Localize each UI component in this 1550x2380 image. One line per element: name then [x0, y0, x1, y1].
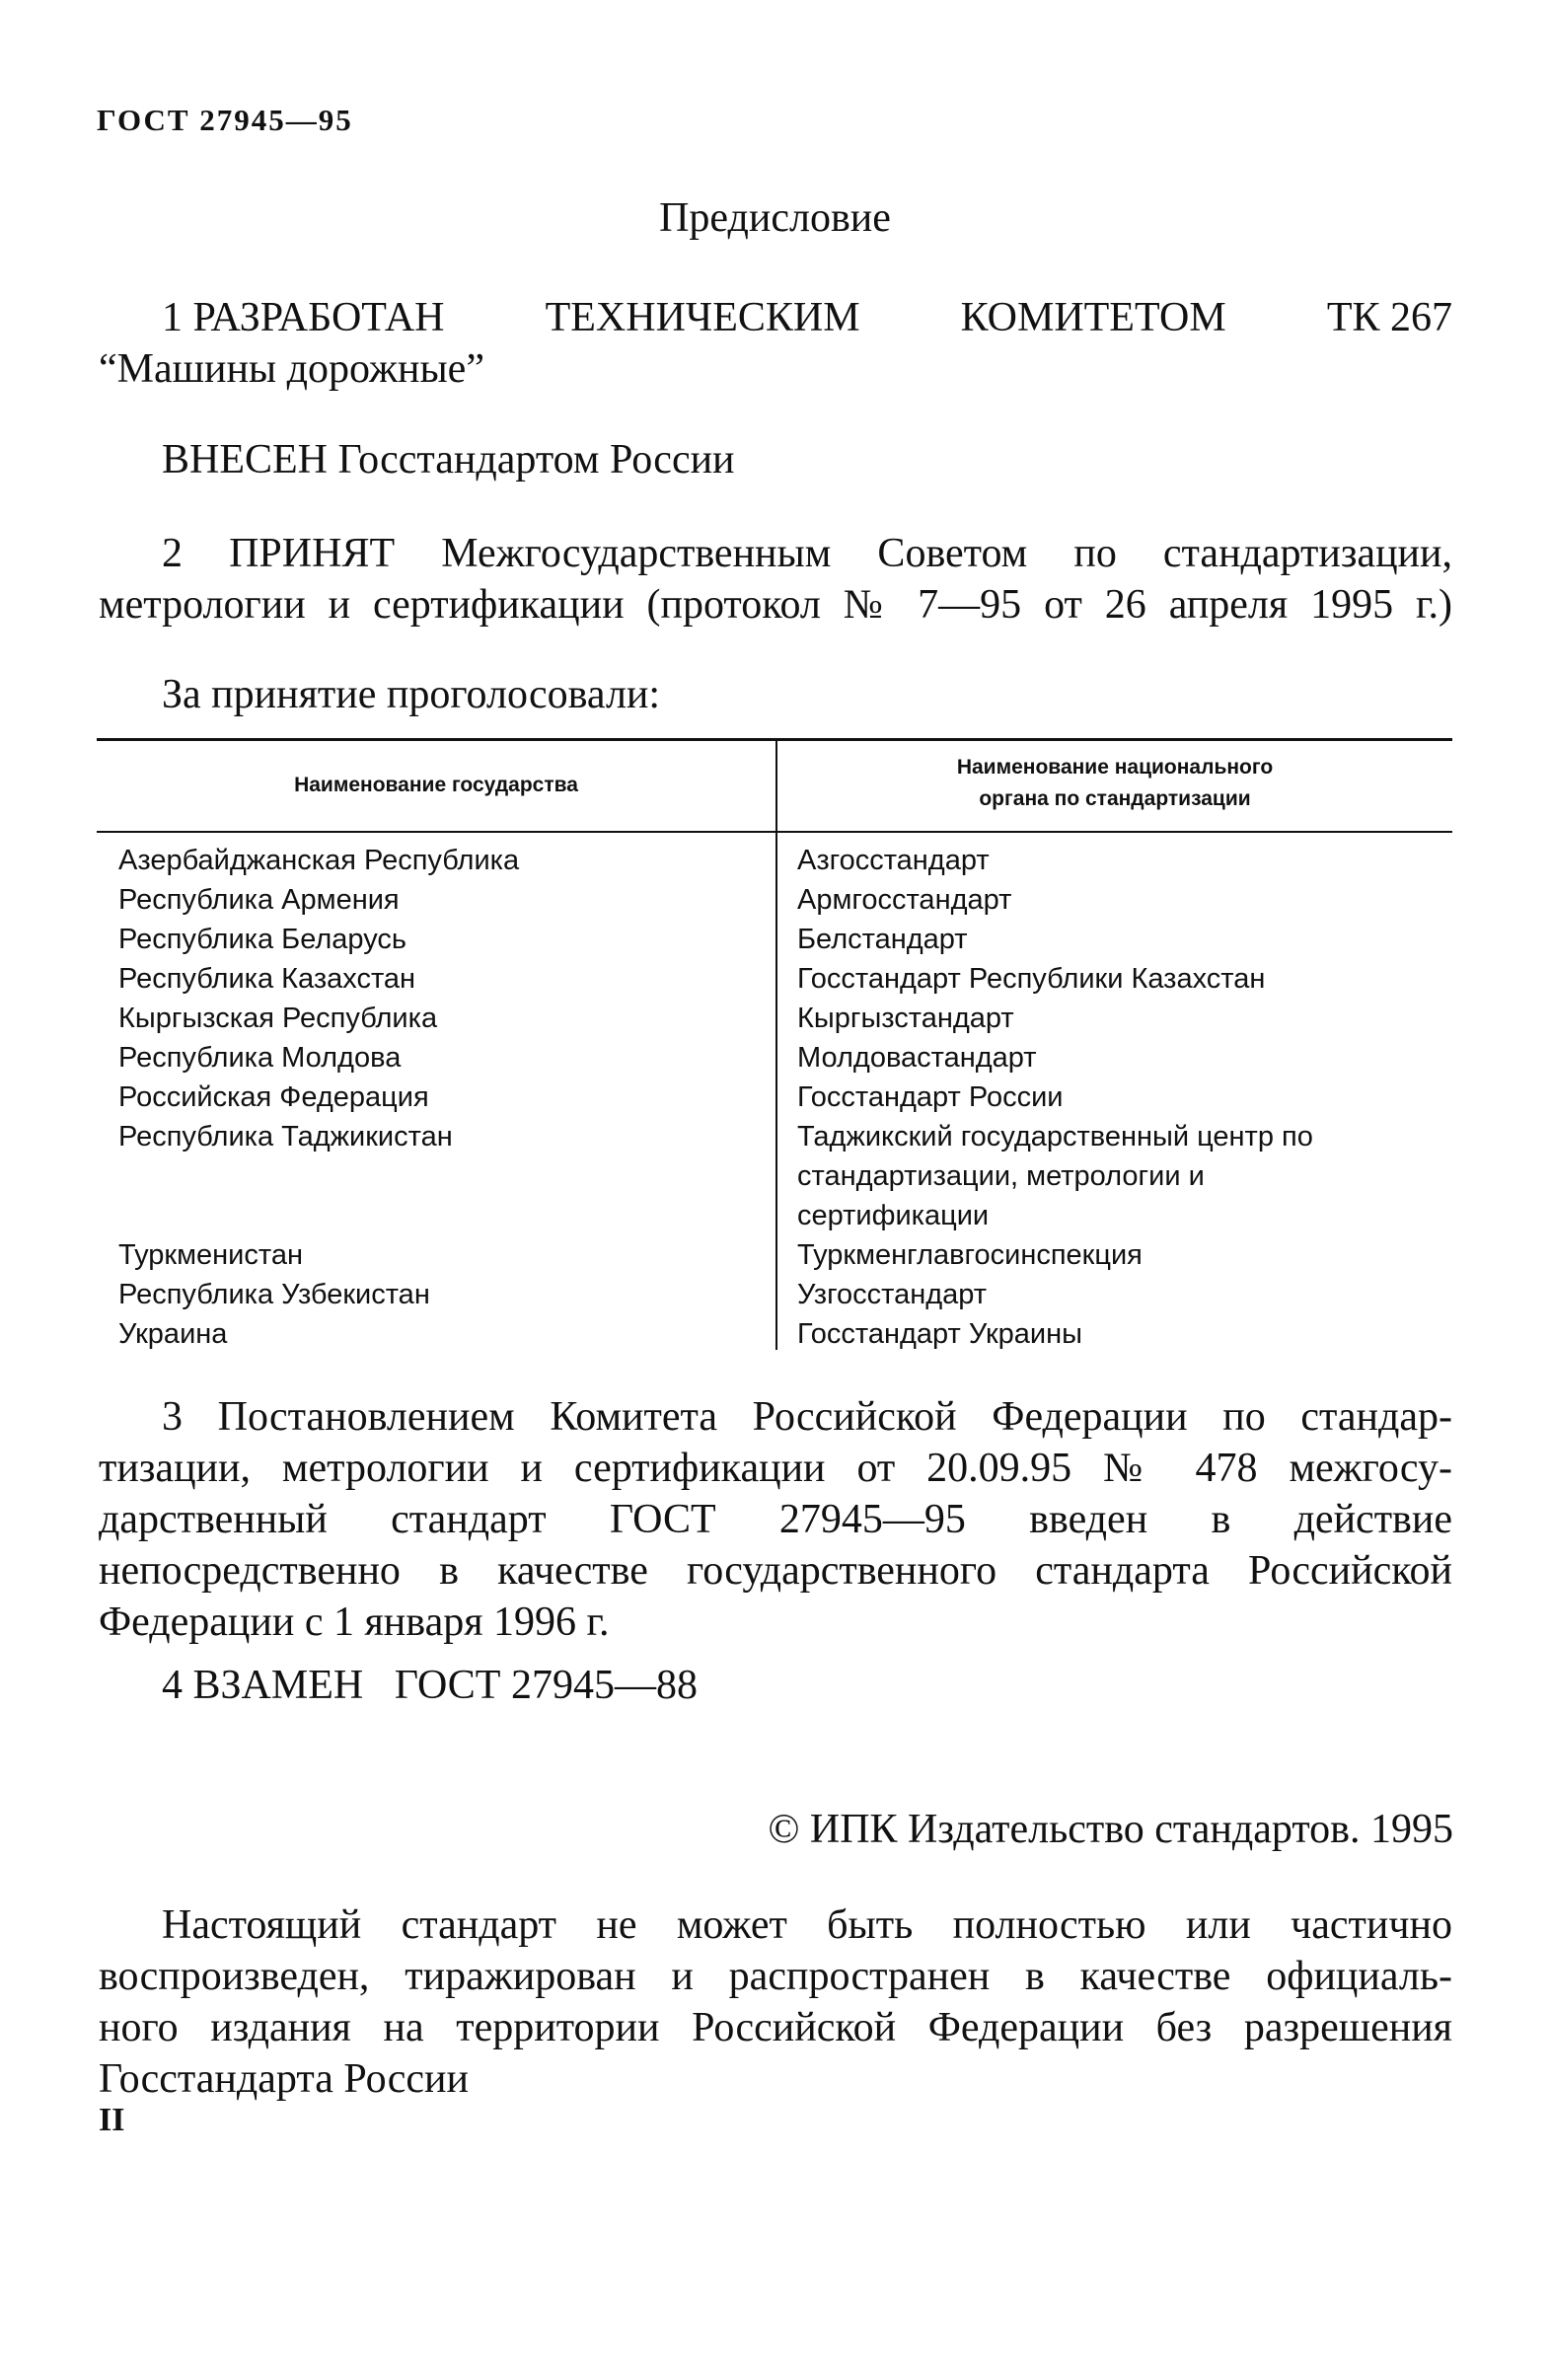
table-row-state: Республика Армения [118, 884, 400, 916]
voted-label: За принятие проголосовали: [162, 672, 661, 717]
table-row-body: Азгосстандарт [797, 845, 990, 876]
table-row-body: Госстандарт Украины [797, 1318, 1082, 1350]
table-row-state: Республика Молдова [118, 1042, 402, 1074]
section-3-line-1: 3 Постановлением Комитета Российской Федерации по стандар- [162, 1394, 1452, 1440]
section-4 [99, 1660, 1515, 1711]
table-row-body: Белстандарт [797, 924, 968, 955]
page-number: II [99, 2102, 125, 2138]
document-code-header: ГОСТ 27945—95 [97, 103, 353, 137]
table-row-state: Республика Узбекистан [118, 1279, 430, 1310]
table-row-body: Туркменглавгосинспекция [797, 1239, 1143, 1271]
reproduction-notice [99, 1899, 1452, 2105]
notice-last-line: Госстандарта России [99, 2056, 469, 2102]
section-2-line-1: 2 ПРИНЯТ Межгосударственным Советом по стандартизации, [162, 531, 1452, 576]
table-row-body: стандартизации, метрологии и [797, 1160, 1205, 1192]
notice-line-2: воспроизведен, тиражирован и распространен в качестве официаль- [99, 1954, 1452, 1999]
table-row-state: Украина [118, 1318, 228, 1350]
section-1-word-3: КОМИТЕТОМ [960, 295, 1226, 340]
section-1 [99, 292, 1452, 395]
section-4-number: 4 [162, 1663, 183, 1708]
section-2-line-2: метрологии и сертификации (протокол № 7—95 от 26 апреля 1995 г.) [99, 582, 1452, 628]
column-header-state: Наименование государства [294, 774, 578, 796]
section-4-replaced-standard: ГОСТ 27945—88 [394, 1663, 698, 1708]
section-1-line-1 [99, 292, 1452, 343]
table-row-state: Республика Казахстан [118, 963, 416, 995]
table-row-state: Российская Федерация [118, 1081, 429, 1113]
table-row-body: Госстандарт России [797, 1081, 1064, 1113]
page-title: Предисловие [659, 195, 891, 241]
section-3-line-3: дарственный стандарт ГОСТ 27945—95 введен в действие [99, 1497, 1452, 1542]
section-4-word: ВЗАМЕН [192, 1663, 364, 1708]
table-row-state: Азербайджанская Республика [118, 845, 520, 876]
section-3-line-4: непосредственно в качестве государственного стандарта Российской [99, 1548, 1452, 1594]
table-column-divider [775, 738, 777, 1350]
section-1-word-4: ТК 267 [1326, 295, 1452, 340]
column-header-body-line-2: органа по стандартизации [979, 787, 1251, 810]
table-row-state: Республика Таджикистан [118, 1121, 453, 1153]
table-row-body: Армгосстандарт [797, 884, 1012, 916]
section-1-number-word: 1 РАЗРАБОТАН [162, 295, 445, 340]
section-1-line-2: “Машины дорожные” [99, 346, 484, 392]
section-3-last-line: Федерации с 1 января 1996 г. [99, 1599, 610, 1645]
table-row-state: Туркменистан [118, 1239, 303, 1271]
section-3 [99, 1391, 1452, 1648]
submitted-by: ВНЕСЕН Госстандартом России [162, 437, 735, 483]
notice-line-3: ного издания на территории Российской Федерации без разрешения [99, 2005, 1452, 2050]
table-header-rule [97, 831, 1452, 833]
table-row-body: Молдовастандарт [797, 1042, 1037, 1074]
section-1-word-2: ТЕХНИЧЕСКИМ [545, 295, 860, 340]
table-top-rule [97, 738, 1452, 741]
section-2 [99, 528, 1452, 631]
table-row-body: Узгосстандарт [797, 1279, 988, 1310]
table-row-state: Кыргызская Республика [118, 1003, 438, 1034]
notice-line-1: Настоящий стандарт не может быть полностью или частично [162, 1902, 1452, 1948]
section-3-line-2: тизации, метрологии и сертификации от 20.09.95 № 478 межгосу- [99, 1446, 1452, 1491]
table-row-state: Республика Беларусь [118, 924, 406, 955]
table-row-body: Госстандарт Республики Казахстан [797, 963, 1266, 995]
column-header-body-line-1: Наименование национального [956, 756, 1274, 779]
column-header-body [777, 752, 1452, 815]
table-row-body: Таджикский государственный центр по [797, 1121, 1313, 1153]
table-row-body: сертификации [797, 1200, 990, 1231]
table-row-body: Кыргызстандарт [797, 1003, 1014, 1034]
copyright-line: © ИПК Издательство стандартов. 1995 [768, 1807, 1453, 1852]
